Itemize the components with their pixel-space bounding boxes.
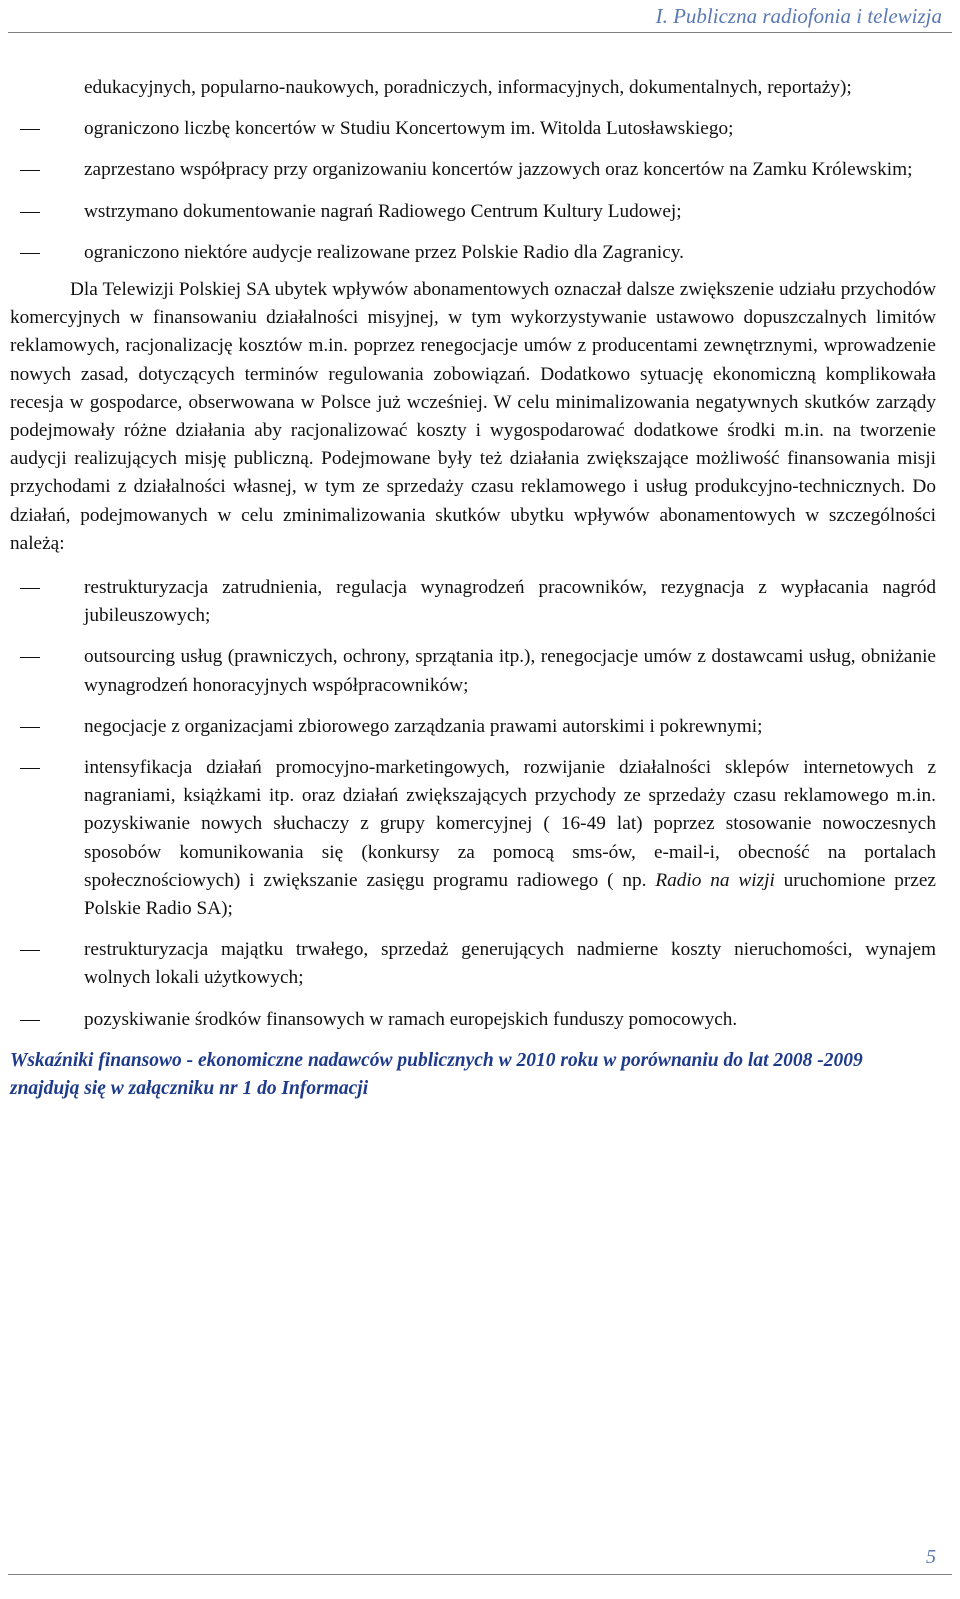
list-item-text: outsourcing usług (prawniczych, ochrony, sprzątania itp.), renegocjacje umów z dostawcami usług, obniżanie wynagrodzeń honoracyjnych współpracowników; [84,646,936,696]
item-text-part: uruchomione przez Polskie Radio SA); [84,869,936,920]
list-item-text [84,754,936,923]
list-item-continuation [10,74,936,102]
list-item-text: restrukturyzacja zatrudnienia, regulacja wynagrodzeń pracowników, rezygnacja z wypłacania nagród jubileuszowych; [84,577,936,627]
list-item [10,198,936,226]
program-name-italic: Radio na wizji [655,869,775,891]
footer-rule [8,1574,952,1575]
running-header: I. Publiczna radiofonia i telewizja [655,4,942,28]
list-item-text: restrukturyzacja majątku trwałego, sprzedaż generujących nadmierne koszty nieruchomości, wynajem wolnych lokali użytkowych; [84,939,936,989]
list-item-text: ograniczono niektóre audycje realizowane przez Polskie Radio dla Zagranicy. [84,241,684,263]
paragraph-text: Dla Telewizji Polskiej SA ubytek wpływów abonamentowych oznaczał dalsze zwiększenie udziału przychodów komercyjnych w finansowaniu działalności misyjnej, w tym wykorzystywanie ustawowo dopuszczalnych limitów reklamowych, racjonalizację kosztów m.in. poprzez renegocjacje umów z producentami zewnętrznymi, wprowadzenie nowych zasad, dotyczących terminów regulowania zobowiązań. Dodatkowo sytuację ekonomiczną komplikowała recesja w gospodarce, obserwowana w Polsce już wcześniej. W celu minimalizowania negatywnych skutków zarządy podejmowały różne działania aby racjonalizować koszty i wygospodarować dodatkowe środki m.in. na tworzenie audycji realizujących misję publiczną. Podejmowane były też działania zwiększające możliwość finansowania misji przychodami z działalności własnej, w tym ze sprzedaży czasu reklamowego i usług produkcyjno-technicznych. Do działań, podejmowanych w celu zminimalizowania skutków ubytku wpływów abonamentowych w szczególności należą: [10,279,936,554]
list-item [10,574,936,630]
list-item-text: ograniczono liczbę koncertów w Studiu Koncertowym im. Witolda Lutosławskiego; [84,118,734,140]
page-number: 5 [926,1546,936,1568]
header-rule [8,32,952,33]
item-text-part: intensyfikacja działań promocyjno-marketingowych, rozwijanie działalności sklepów internetowych z nagraniami, książkami itp. oraz działań zwiększających przychody ze sprzedaży czasu reklamowego m.in. pozyskiwanie nowych słuchaczy z grupy komercyjnej ( 16-49 lat) poprzez stosowanie nowoczesnych sposobów komunikowania się (konkursy za pomocą sms-ów, e-mail-i, obecność na portalach społecznościowych) i zwiększanie zasięgu programu radiowego ( np. [84,757,936,891]
list-item [10,713,936,741]
list-item [10,156,936,184]
list-item [10,643,936,699]
list-item-text: negocjacje z organizacjami zbiorowego zarządzania prawami autorskimi i pokrewnymi; [84,715,763,737]
body-paragraph [10,276,936,558]
list-item-text: edukacyjnych, popularno-naukowych, poradniczych, informacyjnych, dokumentalnych, reportaży); [84,77,852,98]
annex-reference-note: Wskaźniki finansowo - ekonomiczne nadawców publicznych w 2010 roku w porównaniu do lat 2008 -2009 znajdują się w załączniku nr 1 do Informacji [10,1049,863,1099]
document-body [10,74,936,1103]
list-item [10,754,936,923]
list-item [10,1006,936,1034]
list-item-text: wstrzymano dokumentowanie nagrań Radiowego Centrum Kultury Ludowej; [84,200,682,222]
list-item [10,936,936,992]
list-item [10,239,936,267]
list-item-text: zaprzestano współpracy przy organizowaniu koncertów jazzowych oraz koncertów na Zamku Królewskim; [84,159,913,181]
list-item-text: pozyskiwanie środków finansowych w ramach europejskich funduszy pomocowych. [84,1008,738,1030]
list-item [10,115,936,143]
